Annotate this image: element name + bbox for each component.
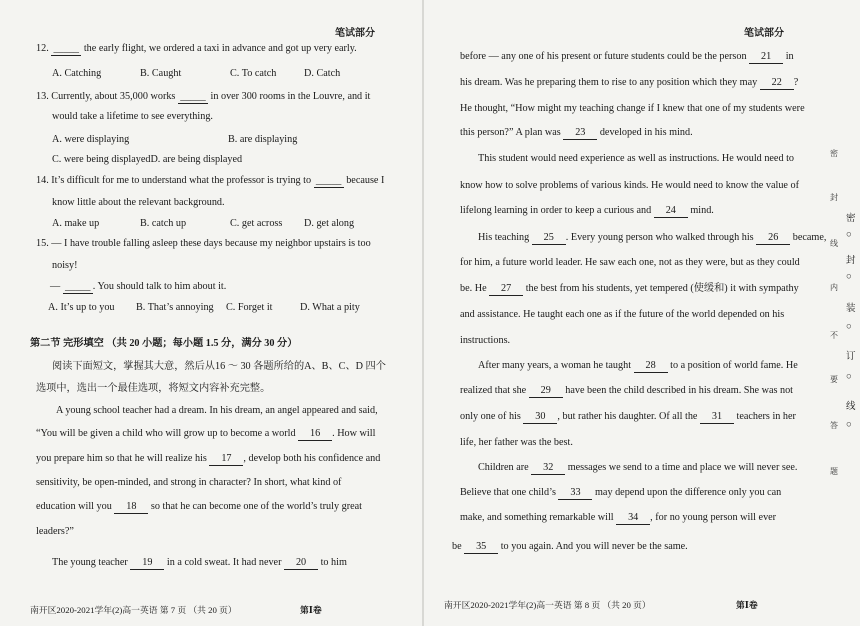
text-segment: . You should talk to him about it. [92,281,227,292]
binding-mark: ○ [846,372,852,382]
answer-blank[interactable]: 25 [532,232,566,245]
binding-mark: 封 [846,256,856,266]
text-segment: would take a lifetime to see everything. [52,111,213,122]
binding-strip [830,0,860,626]
answer-blank[interactable]: 34 [616,512,650,525]
text-line [460,127,693,140]
binding-mark: ○ [846,230,852,240]
binding-label: 要 [830,375,838,384]
text-line [460,257,800,269]
text-line [36,91,370,104]
text-line [460,411,796,424]
text-line [460,77,798,90]
text-segment: know how to solve problems of various kinds. He would need to know the value of [460,180,799,191]
text-segment: be. He [460,283,490,294]
answer-blank[interactable]: 22 [760,77,794,90]
answer-blank[interactable]: 16 [298,428,332,441]
text-line [36,238,371,250]
text-segment: to you again. And you will never be the same. [498,541,688,552]
answer-blank[interactable]: 21 [749,51,783,64]
answer-blank[interactable]: 18 [114,501,148,514]
text-segment: you prepare him so that he will realize his [36,453,210,464]
answer-blank[interactable]: 19 [130,557,164,570]
text-line [52,134,412,146]
text-segment: Children are [478,462,532,473]
text-line [56,405,378,417]
answer-blank[interactable]: 31 [700,411,734,424]
answer-blank[interactable]: 23 [563,127,597,140]
text-segment: life, her father was the best. [460,437,573,448]
page-footer: 南开区2020-2021学年(2)高一英语 第 7 页 （共 20 页） [30,605,237,615]
answer-blank[interactable]: 32 [531,462,565,475]
text-segment: He thought, “How might my teaching change if I knew that one of my students were [460,103,805,114]
answer-option: A. make up [52,218,100,229]
text-line [52,154,242,166]
text-line [460,309,784,321]
text-segment: make, and something remarkable will [460,512,617,523]
answer-option: C. get across [230,218,283,229]
text-line [36,501,362,514]
answer-blank[interactable]: 24 [654,205,688,218]
text-segment: His teaching [478,232,532,243]
page-header: 笔试部分 [335,28,375,39]
answer-option: B. That’s annoying [136,302,214,313]
binding-mark: 线 [846,402,856,412]
text-segment: instructions. [460,335,511,346]
text-line [52,361,386,373]
text-line [52,111,213,123]
answer-option: A. It’s up to you [48,302,115,313]
answer-option: C. To catch [230,68,277,79]
text-segment: , for no young person will ever [650,512,777,523]
text-segment: teachers in her [733,411,796,422]
page-header: 笔试部分 [744,28,784,39]
text-line [52,260,77,272]
binding-label: 密 [830,149,838,158]
answer-blank[interactable]: 26 [756,232,790,245]
binding-mark: ○ [846,420,852,430]
answer-option: D. Catch [304,68,341,79]
text-segment: because I [343,175,385,186]
answer-blank[interactable]: 17 [209,453,243,466]
text-segment: lifelong learning in order to keep a curious and [460,205,654,216]
text-segment: sensitivity, be open-minded, and strong in character? In short, what kind of [36,477,342,488]
text-segment: this person?” A plan was [460,127,564,138]
answer-blank[interactable]: 29 [529,385,563,398]
answer-option: B. catch up [140,218,187,229]
text-segment: noisy! [52,260,78,271]
text-line [36,428,375,441]
text-segment: , but rather his daughter. Of all the [557,411,700,422]
answer-option: B. are displaying [228,134,298,145]
text-segment: 选项中，选出一个最佳选项，将短文内容补充完整。 [36,383,271,394]
text-segment: 15. — I have trouble falling asleep these days because my neighbor upstairs is too [36,238,371,249]
volume-label: 第Ⅰ卷 [736,600,758,610]
text-segment: only one of his [460,411,524,422]
text-segment: to him [318,557,347,568]
binding-mark: 密 [846,214,856,224]
volume-label: 第Ⅰ卷 [300,605,322,615]
text-segment: D. are being displayed [150,154,243,165]
text-line [452,541,688,554]
binding-label: 线 [830,239,838,248]
text-segment: messages we send to a time and place we will never see. [565,462,798,473]
text-segment: The young teacher [52,557,131,568]
text-segment: have been the child described in his dream. She was not [562,385,794,396]
text-line [478,360,798,373]
text-line [52,197,225,209]
text-line [460,103,805,115]
text-segment: realized that she [460,385,529,396]
text-segment: in [783,51,794,62]
text-line [460,205,714,218]
text-line [52,218,412,230]
answer-blank[interactable]: 27 [489,283,523,296]
text-line [478,232,826,245]
text-segment: for him, a future world leader. He saw each one, not as they were, but as they could [460,257,800,268]
text-line [460,180,799,192]
text-line [52,68,412,80]
binding-label: 内 [830,283,838,292]
text-segment: to a position of world fame. He [667,360,798,371]
answer-blank[interactable]: 28 [634,360,668,373]
text-segment: . Every young person who walked through his [565,232,757,243]
text-segment: 阅读下面短文，掌握其大意，然后从16 ～ 30 各题所给的A、B、C、D 四个 [52,361,386,372]
text-line [36,477,341,489]
text-line [460,51,794,64]
page-footer: 南开区2020-2021学年(2)高一英语 第 8 页 （共 20 页） [444,600,651,610]
text-segment: and assistance. He taught each one as if the future of the world depended on his [460,309,785,320]
text-segment: How will [334,428,376,439]
text-segment: C. were being displayed [52,154,151,165]
answer-blank[interactable]: _____ [51,43,81,56]
text-segment: before — any one of his present or future students could be the person [460,51,750,62]
answer-option: D. What a pity [300,302,360,313]
binding-mark: 装 [846,304,856,314]
binding-mark: ○ [846,272,852,282]
answer-option: D. get along [304,218,355,229]
text-segment: be [452,541,465,552]
text-segment: 第二节 完形填空 （共 20 小题；每小题 1.5 分，满分 30 分） [30,338,298,349]
answer-blank[interactable]: 33 [558,487,592,500]
text-segment: After many years, a woman he taught [478,360,634,371]
answer-blank[interactable]: 30 [523,411,557,424]
text-line [36,383,270,395]
answer-blank[interactable]: 20 [284,557,318,570]
text-segment: became, [790,232,827,243]
answer-option: B. Caught [140,68,182,79]
right-page [424,0,844,626]
text-line [460,335,510,347]
text-segment: leaders?” [36,526,74,537]
answer-option: C. Forget it [226,302,273,313]
text-segment: mind. [687,205,714,216]
left-page [0,0,422,626]
text-line [36,175,384,188]
answer-option: A. were displaying [52,134,130,145]
text-segment: in a cold sweat. It had never [164,557,285,568]
text-line [460,385,793,398]
text-line [50,281,226,294]
text-segment: know little about the relevant background. [52,197,225,208]
text-segment: so that he can become one of the world’s truly great [148,501,362,512]
text-segment: . [332,428,335,439]
text-line [478,153,794,165]
answer-blank[interactable]: _____ [178,91,208,104]
text-line [48,302,408,314]
text-line [460,487,781,500]
text-segment: in over 300 rooms in the Louvre, and it [207,91,371,102]
text-segment: his dream. Was he preparing them to rise to any position which they may [460,77,760,88]
text-segment: developed in his mind. [597,127,693,138]
text-segment: may depend upon the difference only you can [592,487,782,498]
text-segment: the best from his students, yet tempered (使缓和) it with sympathy [523,283,799,294]
text-line [460,283,799,296]
section-heading [30,338,297,350]
text-segment: This student would need experience as well as instructions. He would need to [478,153,795,164]
binding-label: 答 [830,421,838,430]
text-segment: 14. It’s difficult for me to understand what the professor is trying to [36,175,314,186]
text-line [478,462,797,475]
text-line [36,453,380,466]
binding-label: 不 [830,331,838,340]
answer-blank[interactable]: _____ [314,175,344,188]
text-segment: education will you [36,501,115,512]
text-segment: , develop both his confidence and [243,453,381,464]
binding-mark: 订 [846,352,856,362]
binding-label: 封 [830,193,838,202]
answer-blank[interactable]: _____ [63,281,93,294]
text-segment: 12. [36,43,52,54]
text-segment: — [50,281,63,292]
text-segment: 13. Currently, about 35,000 works [36,91,178,102]
text-line [36,43,357,56]
text-line [36,526,74,538]
text-segment: the early flight, we ordered a taxi in advance and got up very early. [81,43,357,54]
text-line [460,512,776,525]
text-segment: Believe that one child’s [460,487,559,498]
text-line [52,557,347,570]
answer-option: A. Catching [52,68,102,79]
text-segment: ? [793,77,799,88]
text-line [460,437,573,449]
binding-mark: ○ [846,322,852,332]
text-segment: A young school teacher had a dream. In his dream, an angel appeared and said, [56,405,378,416]
answer-blank[interactable]: 35 [464,541,498,554]
binding-label: 题 [830,467,838,476]
text-segment: “You will be given a child who will grow up to become a world [36,428,299,439]
